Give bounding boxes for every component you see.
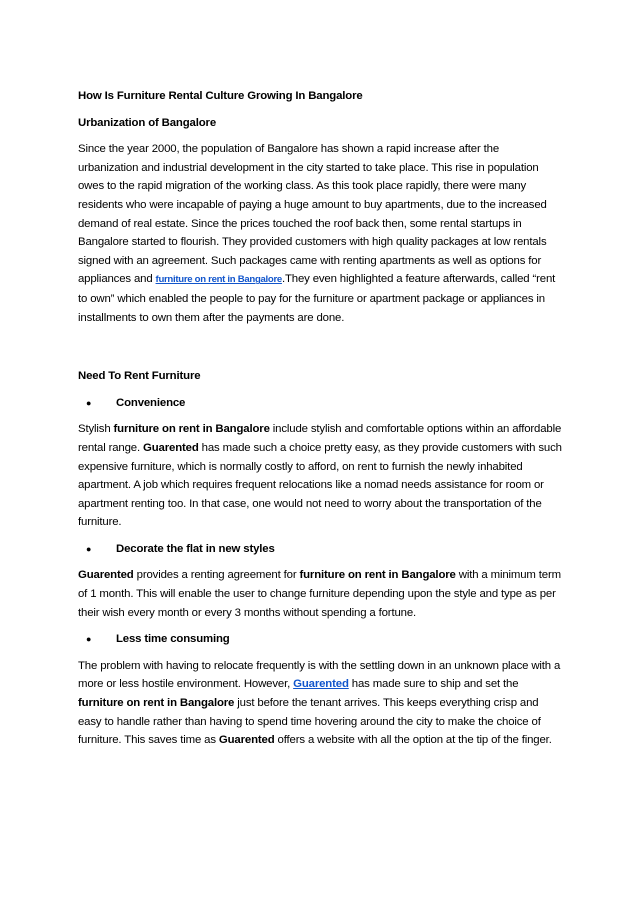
bullet-icon: ● — [86, 634, 92, 645]
paragraph-text: has made such a choice pretty easy, as they provide customers with such expensive furniture, which is normally costly to afford, on rent to furnish the newly inhabited apartment. A job which requires frequent relocations like a nomad needs assistance for room or apartment renting too. In that case, one would not need to worry about the transportation of the furniture. — [78, 441, 562, 529]
bold-brand: Guarented — [143, 441, 199, 454]
paragraph-text: .They even highlighted a feature afterwards, called “rent to own” which enabled the people to pay for the furniture or apartment package or appliances in installments to own them after the payments are done. — [78, 273, 556, 324]
bold-brand: Guarented — [218, 734, 275, 747]
document-body — [78, 87, 562, 758]
paragraph-text: include stylish and comfortable options within an affordable rental range. — [78, 423, 562, 454]
bullet-decorate — [78, 540, 562, 559]
bold-brand: Guarented — [78, 569, 134, 582]
paragraph-less-time — [78, 657, 562, 750]
section-heading-urbanization: Urbanization of Bangalore — [78, 116, 217, 129]
paragraph-decorate — [78, 566, 562, 622]
bullet-label: Less time consuming — [116, 633, 230, 646]
paragraph-text: just before the tenant arrives. This keeps everything crisp and easy to handle rather than having to spend time hovering around the city to make the choice of furniture. This saves time as — [78, 697, 541, 747]
paragraph-text: Since the year 2000, the population of Bangalore has shown a rapid increase after the urbanization and industrial development in the city started to take place. This rise in population owes to the rapid migration of the working class. As this took place rapidly, there were many residents who were incapable of paying a huge amount to buy apartments, due to the increased demand of real estate. Since the prices touched the roof back then, some rental startups in Bangalore started to flourish. They provided customers with high quality packages at low rentals signed with an agreement. Such packages came with renting apartments as well as options for appliances and — [78, 143, 547, 286]
paragraph-text: provides a renting agreement for — [133, 569, 300, 582]
paragraph-text: offers a website with all the option at the tip of the finger. — [274, 734, 552, 747]
bullet-label: Convenience — [116, 396, 186, 409]
bullet-icon: ● — [86, 543, 92, 554]
guarented-link[interactable]: Guarented — [293, 678, 349, 691]
paragraph-text: with a minimum term of 1 month. This will enable the user to change furniture depending upon the style and type as per their wish every month or every 3 months without spending a fortune. — [78, 569, 561, 619]
paragraph-urbanization — [78, 140, 562, 327]
bullet-icon: ● — [86, 397, 92, 408]
section-heading-need-to-rent: Need To Rent Furniture — [78, 370, 201, 383]
paragraph-text: The problem with having to relocate frequently is with the settling down in an unknown place with a more or less hostile environment. However, — [78, 659, 561, 691]
document-title: How Is Furniture Rental Culture Growing In Bangalore — [78, 90, 363, 102]
bold-keyword: furniture on rent in Bangalore — [78, 697, 235, 710]
bullet-label: Decorate the flat in new styles — [116, 542, 275, 555]
paragraph-text: Stylish — [78, 423, 114, 436]
spacer — [78, 335, 562, 367]
paragraph-text: has made sure to ship and set the — [348, 678, 519, 691]
bold-keyword: furniture on rent in Bangalore — [113, 423, 270, 436]
bold-keyword: furniture on rent in Bangalore — [299, 569, 456, 582]
bullet-convenience — [78, 394, 562, 413]
paragraph-convenience — [78, 420, 562, 532]
furniture-on-rent-link[interactable]: furniture on rent in Bangalore — [155, 274, 282, 286]
bullet-less-time — [78, 630, 562, 649]
